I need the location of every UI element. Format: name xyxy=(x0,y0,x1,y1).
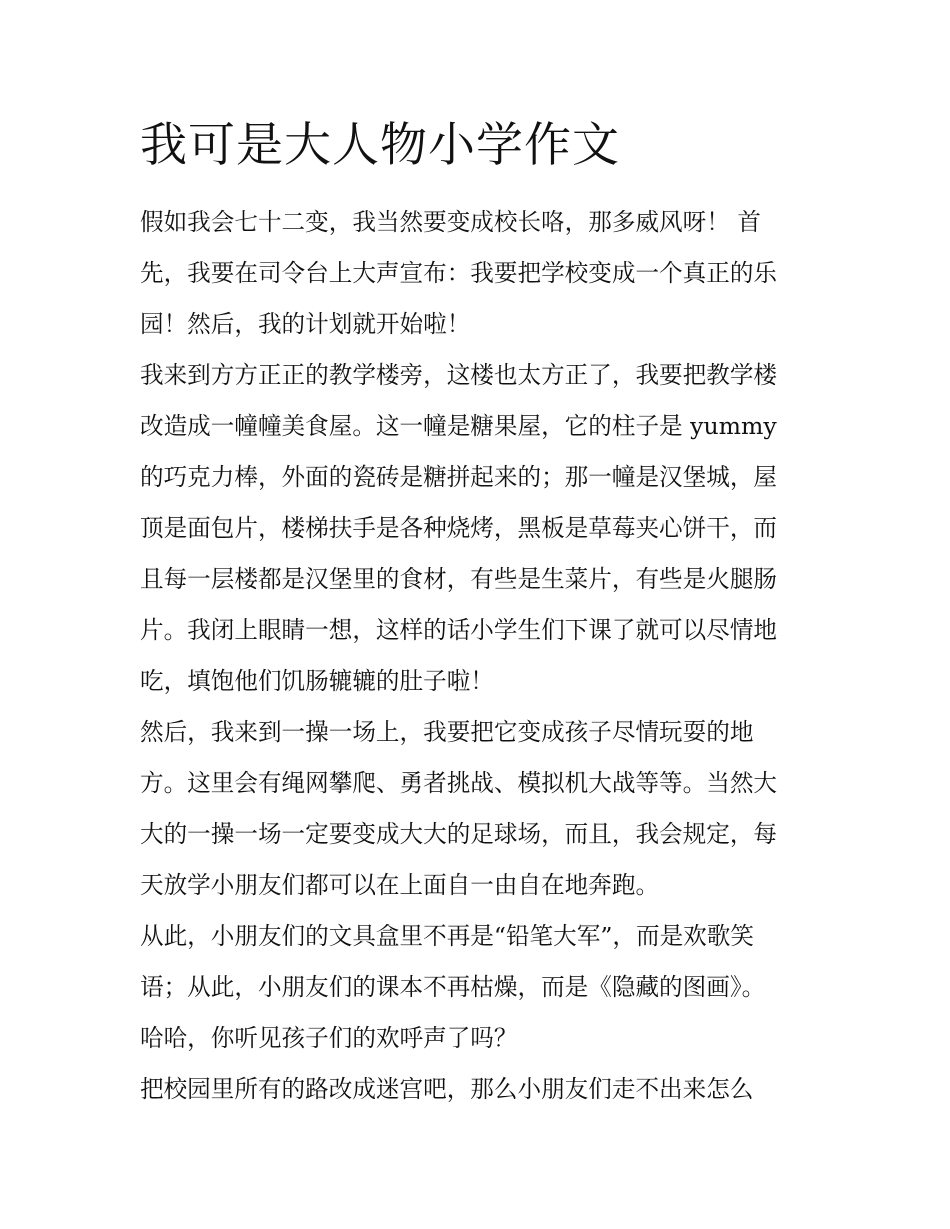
text-line: 大的一操一场一定要变成大大的足球场，而且，我会规定，每 xyxy=(140,820,778,848)
text-line: 哈哈，你听见孩子们的欢呼声了吗？ xyxy=(140,1024,518,1052)
essay-title: 我可是大人物小学作文 xyxy=(140,118,620,173)
text-line: 然后，我来到一操一场上，我要把它变成孩子尽情玩耍的地 xyxy=(140,718,754,746)
text-line: 且每一层楼都是汉堡里的食材，有些是生菜片，有些是火腿肠 xyxy=(140,565,778,593)
text-line: 片。我闭上眼睛一想，这样的话小学生们下课了就可以尽情地 xyxy=(140,616,778,644)
text-line: 改造成一幢幢美食屋。这一幢是糖果屋，它的柱子是 yummy xyxy=(140,412,777,440)
text-line: 先，我要在司令台上大声宣布：我要把学校变成一个真正的乐 xyxy=(140,259,778,287)
text-line: 从此，小朋友们的文具盒里不再是“铅笔大军”，而是欢歌笑 xyxy=(140,922,754,950)
text-line: 假如我会七十二变，我当然要变成校长咯，那多威风呀！ 首 xyxy=(140,208,761,236)
text-line: 园！然后，我的计划就开始啦！ xyxy=(140,310,471,338)
text-line: 我来到方方正正的教学楼旁，这楼也太方正了，我要把教学楼 xyxy=(140,361,778,389)
text-line: 天放学小朋友们都可以在上面自一由自在地奔跑。 xyxy=(140,871,660,899)
text-line: 语；从此，小朋友们的课本不再枯燥，而是《隐藏的图画》。 xyxy=(140,973,766,1001)
text-line: 把校园里所有的路改成迷宫吧，那么小朋友们走不出来怎么 xyxy=(140,1075,754,1103)
text-line: 方。这里会有绳网攀爬、勇者挑战、模拟机大战等等。当然大 xyxy=(140,769,778,797)
text-line: 的巧克力棒，外面的瓷砖是糖拼起来的；那一幢是汉堡城，屋 xyxy=(140,463,778,491)
text-line: 吃，填饱他们饥肠辘辘的肚子啦！ xyxy=(140,667,494,695)
text-line: 顶是面包片，楼梯扶手是各种烧烤，黑板是草莓夹心饼干，而 xyxy=(140,514,778,542)
